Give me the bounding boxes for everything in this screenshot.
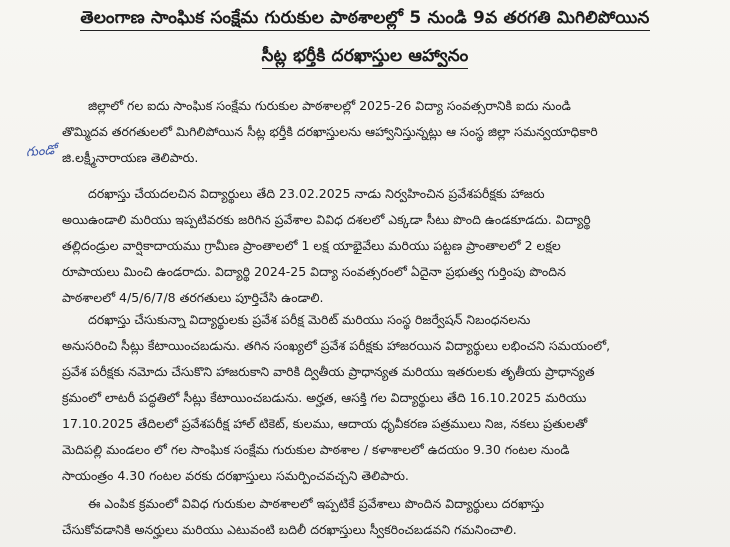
title-line-2 — [0, 46, 730, 70]
paragraph-2-line-2: అయిఉండాలి మరియు ఇప్పటివరకు జరిగిన ప్రవేశాల వివిధ దశలలో ఎక్కడా సీటు పొంది ఉండకూడదు. విద్యార్థి — [62, 212, 591, 227]
paragraph-3-line-1: దరఖాస్తు చేసుకున్నా విద్యార్థులకు ప్రవేశ పరీక్ష మెరిట్ మరియు సంస్థ రిజర్వేషన్ నిబంధనలను — [88, 312, 531, 327]
paragraph-3-line-2: అనుసరించి సీట్లు కేటాయించబడును. తగిన సంఖ్యలో ప్రవేశ పరీక్షకు హాజరయిన విద్యార్థులు లభించని సమయంలో, — [62, 338, 611, 353]
paragraph-3-line-5: 17.10.2025 తేదిలలో ప్రవేశపరీక్ష హాల్ టికెట్, కులము, ఆదాయ ధృవీకరణ పత్రములు నిజ, నకలు ప్రతులతో — [62, 416, 588, 431]
title-line-1 — [0, 8, 730, 32]
paragraph-3-line-6: మెదిపల్లి మండలం లో గల సాంఘిక సంక్షేమ గురుకుల పాఠశాల / కళాశాలలో ఉదయం 9.30 గంటల నుండి — [62, 442, 570, 457]
paragraph-2-line-3: తల్లిదండ్రుల వార్షికాదాయము గ్రామీణ ప్రాంతాలలో 1 లక్ష యాభైవేలు మరియు పట్టణ ప్రాంతాలలో 2 లక్షల — [62, 238, 561, 253]
paragraph-2-line-1: దరఖాస్తు చేయదలచిన విద్యార్థులు తేది 23.02.2025 నాడు నిర్వహించిన ప్రవేశపరీక్షకు హాజరు — [88, 186, 545, 201]
paragraph-2-line-4: రూపాయలు మించి ఉండరాదు. విద్యార్థి 2024-25 విద్యా సంవత్సరంలో ఏదైనా ప్రభుత్వ గుర్తింపు పొందిన — [62, 264, 566, 279]
paragraph-4-line-2: చేసుకోవడానికి అనర్హులు మరియు ఎటువంటి బదిలీ దరఖాస్తులు స్వీకరించబడవని గమనించాలి. — [62, 522, 517, 537]
paragraph-3-line-7: సాయంత్రం 4.30 గంటల వరకు దరఖాస్తులు సమర్పించవచ్చని తెలిపారు. — [62, 468, 409, 483]
title-line-2-text: సీట్ల భర్తీకి దరఖాస్తుల ఆహ్వానం — [262, 46, 469, 69]
paragraph-1-line-3: జి.లక్ష్మీనారాయణ తెలిపారు. — [62, 150, 199, 165]
paragraph-3-line-4: క్రమంలో లాటరీ పద్ధతిలో సీట్లు కేటాయించబడును. అర్హత, ఆసక్తి గల విద్యార్థులు తేది 16.10.2025 మరియు — [62, 390, 587, 405]
handwritten-margin-note: గుండో — [25, 142, 58, 161]
title-line-1-text: తెలంగాణ సాంఘిక సంక్షేమ గురుకుల పాఠశాలల్లో 5 నుండి 9వ తరగతి మిగిలిపోయిన — [80, 8, 649, 31]
paragraph-1-line-1: జిల్లాలో గల ఐదు సాంఘిక సంక్షేమ గురుకుల పాఠశాలల్లో 2025-26 విద్యా సంవత్సరానికి ఐదు నుండి — [88, 98, 571, 113]
paragraph-3-line-3: ప్రవేశ పరీక్షకు నమోదు చేసుకొని హాజరుకాని వారికి ద్వితీయ ప్రాధాన్యత మరియు ఇతరులకు తృతీయ ప్రాధాన్యత — [62, 364, 595, 379]
paragraph-2-line-5: పాఠశాలలో 4/5/6/7/8 తరగతులు పూర్తిచేసి ఉండాలి. — [62, 290, 324, 305]
paragraph-1-line-2: తొమ్మిదవ తరగతులలో మిగిలిపోయిన సీట్ల భర్తీకి దరఖాస్తులను ఆహ్వానిస్తున్నట్లు ఆ సంస్థ జిల్లా సమన్వయాధికారి — [62, 124, 598, 139]
paragraph-4-line-1: ఈ ఎంపిక క్రమంలో వివిధ గురుకుల పాఠశాలలో ఇప్పటికే ప్రవేశాలు పొందిన విద్యార్థులు దరఖాస్తు — [88, 496, 545, 511]
